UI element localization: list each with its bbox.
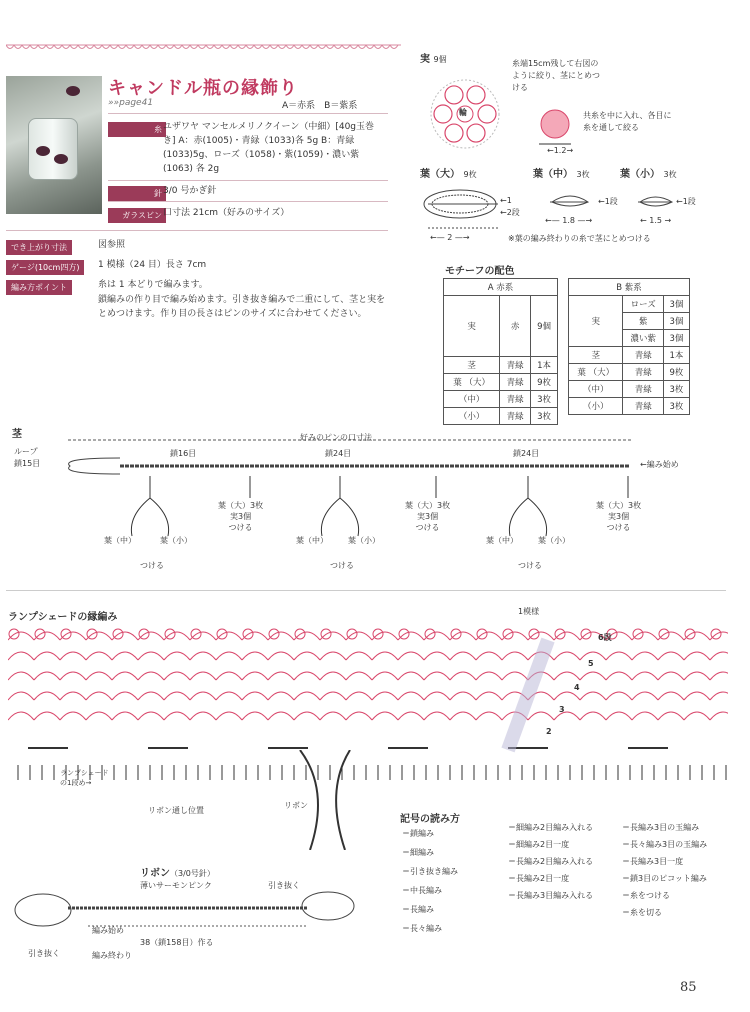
lamp-row-6: 6段: [598, 633, 612, 642]
table-cell: 1本: [531, 357, 558, 374]
table-cell: 1本: [663, 347, 689, 364]
leaf-large-title: 葉（大） 9枚: [420, 169, 477, 180]
legend-item: ＝中長編み: [402, 886, 442, 895]
leaf-diagrams: [420, 180, 700, 235]
leaf-medium-row: ←1段: [598, 197, 618, 206]
legend-item: ＝糸をつける: [622, 891, 670, 900]
stem-attach-word1: つける: [140, 561, 164, 570]
table-cell: 3枚: [531, 391, 558, 408]
stem-sm1: 葉（小）: [160, 536, 192, 545]
table-cell: 実: [444, 296, 500, 357]
legend-item: ＝長編み2目一度: [508, 874, 570, 883]
spec-size: 図参照: [98, 240, 126, 250]
stem-attach2: 葉（大）3枚 実3個 つける: [405, 501, 451, 532]
material-jar: 口寸法 21cm（好みのサイズ）: [163, 208, 290, 218]
spec-tag: 編み方ポイント: [6, 280, 72, 295]
table-cell: 茎: [444, 357, 500, 374]
ribbon-start: 編み始め: [92, 926, 124, 935]
project-title: キャンドル瓶の縁飾り: [108, 78, 298, 99]
divider: [108, 180, 388, 181]
stem-attach-word3: つける: [518, 561, 542, 570]
material-tag: 針: [108, 186, 166, 201]
legend-item: ＝引き抜き編み: [402, 867, 458, 876]
leaf-note: ※葉の編み終わりの糸で茎にとめつける: [508, 234, 651, 243]
table-cell: 青緑: [623, 364, 663, 381]
leaf-medium-title: 葉（中） 3枚: [533, 169, 590, 180]
table-cell: 青緑: [623, 347, 663, 364]
table-cell: （中）: [569, 381, 623, 398]
stem-mid3: 葉（中）: [486, 536, 518, 545]
legend-item: ＝鎖3目のピコット編み: [622, 874, 707, 883]
material-yarn: ユザワヤ マンセルメリノクイーン（中細）[40g玉巻き] A：赤(1005)・青緑（1033)各 5g B：青緑(1033)5g、ローズ（1058)・紫(1059)・濃い紫(1063) 各 2g: [163, 122, 375, 174]
leaf-small-size: ← 1.5 →: [640, 216, 672, 225]
leaf-decor: [66, 86, 80, 96]
lamp-first-row: ランプシェードの1段め→: [60, 769, 109, 787]
table-cell: （小）: [444, 408, 500, 425]
stem-attach-word2: つける: [330, 561, 354, 570]
ribbon-label: リボン: [284, 801, 308, 810]
instructions: 鎖編みの作り目で編み始めます。引き抜き編みで二重にして、茎と実をとめつけます。作り目の長さはピンのサイズに合わせてください。: [98, 295, 386, 319]
table-cell: 茎: [569, 347, 623, 364]
table-cell: 青緑: [623, 398, 663, 415]
spec-point: 糸は 1 本どりで編みます。: [98, 280, 208, 290]
table-cell: 葉 （大）: [569, 364, 623, 381]
legend-item: ＝鎖編み: [402, 829, 434, 838]
ribbon-length: 38（鎖158目）作る: [140, 938, 214, 947]
divider: [108, 113, 388, 114]
divider: [6, 230, 388, 231]
legend-title: 記号の読み方: [400, 814, 460, 825]
material-hook: 3/0 号かぎ針: [163, 186, 217, 196]
spec-tag: ゲージ(10cm四方): [6, 260, 84, 275]
legend-item: ＝細編み2目一度: [508, 840, 570, 849]
stem-seg3: 鎖24目: [513, 449, 540, 458]
stem-seg2: 鎖24目: [325, 449, 352, 458]
legend-col2: [508, 822, 618, 907]
legend-item: ＝長編み3目一度: [622, 857, 684, 866]
color-table-a: [443, 278, 558, 425]
table-header: B 紫系: [569, 279, 690, 296]
table-cell: （小）: [569, 398, 623, 415]
divider: [6, 590, 726, 591]
lamp-row-5: 5: [588, 659, 594, 668]
legend-item: ＝長々編み3目の玉編み: [622, 840, 708, 849]
table-cell: 9枚: [663, 364, 689, 381]
table-cell: 青緑: [623, 381, 663, 398]
product-photo: [6, 76, 102, 214]
legend-item: ＝糸を切る: [622, 908, 662, 917]
stem-title: 茎: [12, 429, 22, 440]
lamp-title: ランプシェードの縁編み: [8, 612, 118, 623]
color-variants: A＝赤系 B＝紫系: [282, 101, 358, 111]
page-ref: »»page41: [108, 98, 154, 108]
table-cell: 実: [569, 296, 623, 347]
fruit-note1: 糸端15cm残して右図のように絞り、茎にとめつける: [512, 59, 600, 92]
table-cell: 3枚: [663, 398, 689, 415]
divider: [108, 201, 388, 202]
stem-attach1: 葉（大）3枚 実3個 つける: [218, 501, 264, 532]
stem-span: 好みのピンの口寸法: [300, 433, 372, 442]
table-cell: 赤: [500, 296, 531, 357]
table-cell: ローズ: [623, 296, 663, 313]
table-cell: 9個: [531, 296, 558, 357]
legend-item: ＝長編み3目の玉編み: [622, 823, 700, 832]
ribbon-pos: リボン通し位置: [148, 806, 204, 815]
leaf-small-row: ←1段: [676, 197, 696, 206]
table-cell: 青緑: [500, 374, 531, 391]
table-cell: 3枚: [663, 381, 689, 398]
fruit-title: 実 9個: [420, 54, 447, 65]
ribbon-pull2: 引き抜く: [28, 949, 60, 958]
table-cell: 3個: [663, 313, 689, 330]
legend-item: ＝細編み: [402, 848, 434, 857]
stem-sm3: 葉（小）: [538, 536, 570, 545]
ribbon-color: 薄いサーモンピンク: [140, 881, 212, 890]
legend-col1: [402, 828, 512, 942]
material-tag: 糸: [108, 122, 166, 137]
color-table-b: [568, 278, 690, 415]
lamp-row-2: 2: [546, 727, 552, 736]
table-cell: 3個: [663, 296, 689, 313]
table-header: A 赤系: [444, 279, 558, 296]
leaf-medium-size: ←— 1.8 —→: [545, 216, 593, 225]
stem-sm2: 葉（小）: [348, 536, 380, 545]
leaf-large-row2: ←2段: [500, 208, 520, 217]
leaf-large-size: ←— 2 —→: [430, 233, 470, 242]
stem-diagram: [60, 436, 640, 596]
legend-col3: [622, 822, 732, 924]
page-number: 85: [680, 980, 697, 995]
stem-attach3: 葉（大）3枚 実3個 つける: [596, 501, 642, 532]
spec-gauge: 1 模様（24 目）長さ 7cm: [98, 260, 207, 270]
leaf-large-row1: ←1: [500, 196, 512, 205]
stem-seg1: 鎖16目: [170, 449, 197, 458]
fruit-size: ←1.2→: [547, 146, 574, 155]
table-cell: （中）: [444, 391, 500, 408]
ribbon-pull1: 引き抜く: [268, 881, 300, 890]
ring-label: 輪: [459, 108, 467, 117]
stem-start: ←編み始め: [640, 460, 679, 469]
table-cell: 9枚: [531, 374, 558, 391]
legend-item: ＝長編み2目編み入れる: [508, 857, 594, 866]
table-cell: 青緑: [500, 357, 531, 374]
legend-item: ＝長編み3目編み入れる: [508, 891, 594, 900]
ribbon-end: 編み終わり: [92, 951, 132, 960]
leaf-decor: [54, 154, 68, 164]
fruit-diagram: [420, 70, 520, 160]
spec-tag: でき上がり寸法: [6, 240, 72, 255]
legend-item: ＝長編み: [402, 905, 434, 914]
leaf-small-title: 葉（小） 3枚: [620, 169, 677, 180]
ribbon-title: リボン（3/0号針）: [140, 868, 215, 879]
lamp-row-3: 3: [559, 705, 565, 714]
table-cell: 3枚: [531, 408, 558, 425]
leaf-decor: [36, 146, 50, 156]
table-cell: 青緑: [500, 408, 531, 425]
stem-mid1: 葉（中）: [104, 536, 136, 545]
table-cell: 青緑: [500, 391, 531, 408]
fruit-note2: 共糸を中に入れ、各目に糸を通して絞る: [583, 111, 672, 132]
stem-mid2: 葉（中）: [296, 536, 328, 545]
motif-colors-title: モチーフの配色: [445, 266, 515, 277]
table-cell: 葉 （大）: [444, 374, 500, 391]
stem-loop: ループ 鎖15目: [14, 447, 41, 468]
table-cell: 濃い紫: [623, 330, 663, 347]
table-cell: 紫: [623, 313, 663, 330]
lamp-row-4: 4: [574, 683, 580, 692]
lace-border: [6, 44, 401, 52]
table-cell: 3個: [663, 330, 689, 347]
ribbon-curve: [290, 750, 370, 850]
lamp-repeat: 1模様: [518, 607, 540, 616]
legend-item: ＝長々編み: [402, 924, 442, 933]
legend-item: ＝細編み2目編み入れる: [508, 823, 594, 832]
material-tag: ガラスビン: [108, 208, 166, 223]
